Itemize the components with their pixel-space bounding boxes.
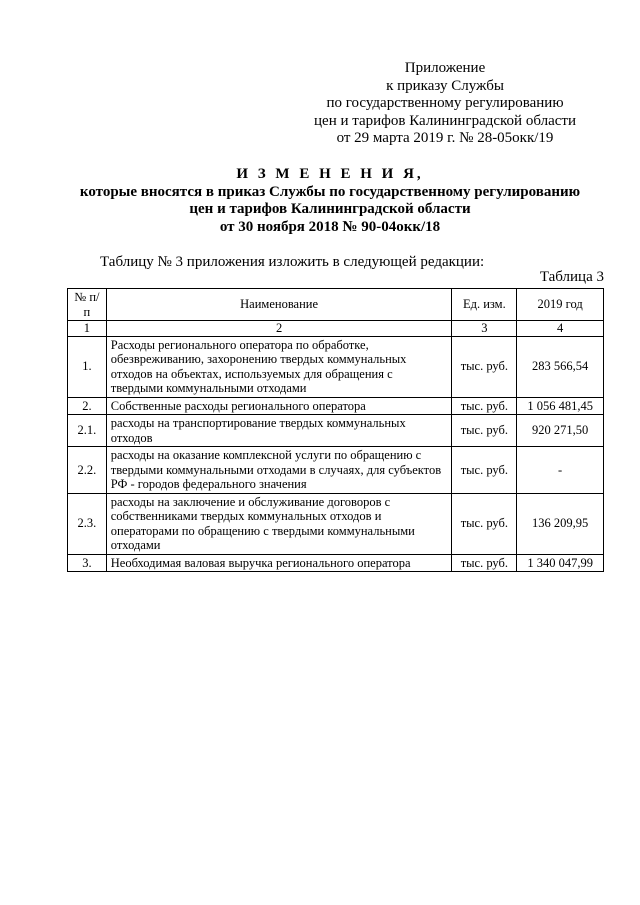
appendix-block <box>300 60 590 148</box>
table-row <box>68 554 604 572</box>
appendix-line: по государственному регулированию <box>326 95 564 111</box>
header-year: 2019 год <box>517 289 604 321</box>
appendix-line: цен и тарифов Калининградской области <box>314 112 576 129</box>
row-unit: тыс. руб. <box>452 493 517 554</box>
document-heading <box>40 166 620 236</box>
row-name: расходы на оказание комплексной услуги по обращению с твердыми коммунальными отходами в случаях, для субъектов РФ - городов федерального значения <box>106 447 452 494</box>
row-num: 2.1. <box>68 415 107 447</box>
row-value: - <box>517 447 604 494</box>
intro-text: Таблицу № 3 приложения изложить в следующей редакции: <box>100 254 485 270</box>
index-cell: 4 <box>517 321 604 337</box>
row-name: расходы на транспортирование твердых коммунальных отходов <box>106 415 452 447</box>
row-unit: тыс. руб. <box>452 397 517 415</box>
row-value: 1 340 047,99 <box>517 554 604 572</box>
header-unit: Ед. изм. <box>452 289 517 321</box>
appendix-line: к приказу Службы <box>386 77 504 94</box>
table-row <box>68 397 604 415</box>
row-num: 2.3. <box>68 493 107 554</box>
row-num: 1. <box>68 336 107 397</box>
heading-title: И З М Е Н Е Н И Я, <box>236 166 424 182</box>
header-name: Наименование <box>106 289 452 321</box>
appendix-line: Приложение <box>404 60 486 76</box>
row-name: расходы на заключение и обслуживание договоров с собственниками твердых коммунальных отходов и операторами по обращению с твердыми коммунальными отходами <box>106 493 452 554</box>
table-row <box>68 447 604 494</box>
row-unit: тыс. руб. <box>452 554 517 572</box>
row-unit: тыс. руб. <box>452 447 517 494</box>
index-cell: 1 <box>68 321 107 337</box>
table-row <box>68 336 604 397</box>
header-num: № п/п <box>68 289 107 321</box>
table-header-row <box>68 289 604 321</box>
row-num: 2. <box>68 397 107 415</box>
heading-line: от 30 ноября 2018 № 90-04окк/18 <box>219 218 441 235</box>
row-value: 283 566,54 <box>517 336 604 397</box>
row-name: Расходы регионального оператора по обработке, обезвреживанию, захоронению твердых коммунальных отходов на объектах, используемых для обращения с твердыми коммунальными отходами <box>106 336 452 397</box>
heading-line: которые вносятся в приказ Службы по государственному регулированию <box>79 183 581 200</box>
row-value: 1 056 481,45 <box>517 397 604 415</box>
expenses-table <box>67 288 604 572</box>
row-unit: тыс. руб. <box>452 336 517 397</box>
table-row <box>68 415 604 447</box>
row-unit: тыс. руб. <box>452 415 517 447</box>
index-cell: 2 <box>106 321 452 337</box>
row-num: 3. <box>68 554 107 572</box>
row-num: 2.2. <box>68 447 107 494</box>
table-index-row <box>68 321 604 337</box>
row-name: Собственные расходы регионального оператора <box>106 397 452 415</box>
row-value: 136 209,95 <box>517 493 604 554</box>
heading-line: цен и тарифов Калининградской области <box>189 201 471 217</box>
table-row <box>68 493 604 554</box>
index-cell: 3 <box>452 321 517 337</box>
row-value: 920 271,50 <box>517 415 604 447</box>
table-caption: Таблица 3 <box>539 269 604 285</box>
appendix-line: от 29 марта 2019 г. № 28-05окк/19 <box>336 130 554 146</box>
row-name: Необходимая валовая выручка регионального оператора <box>106 554 452 572</box>
